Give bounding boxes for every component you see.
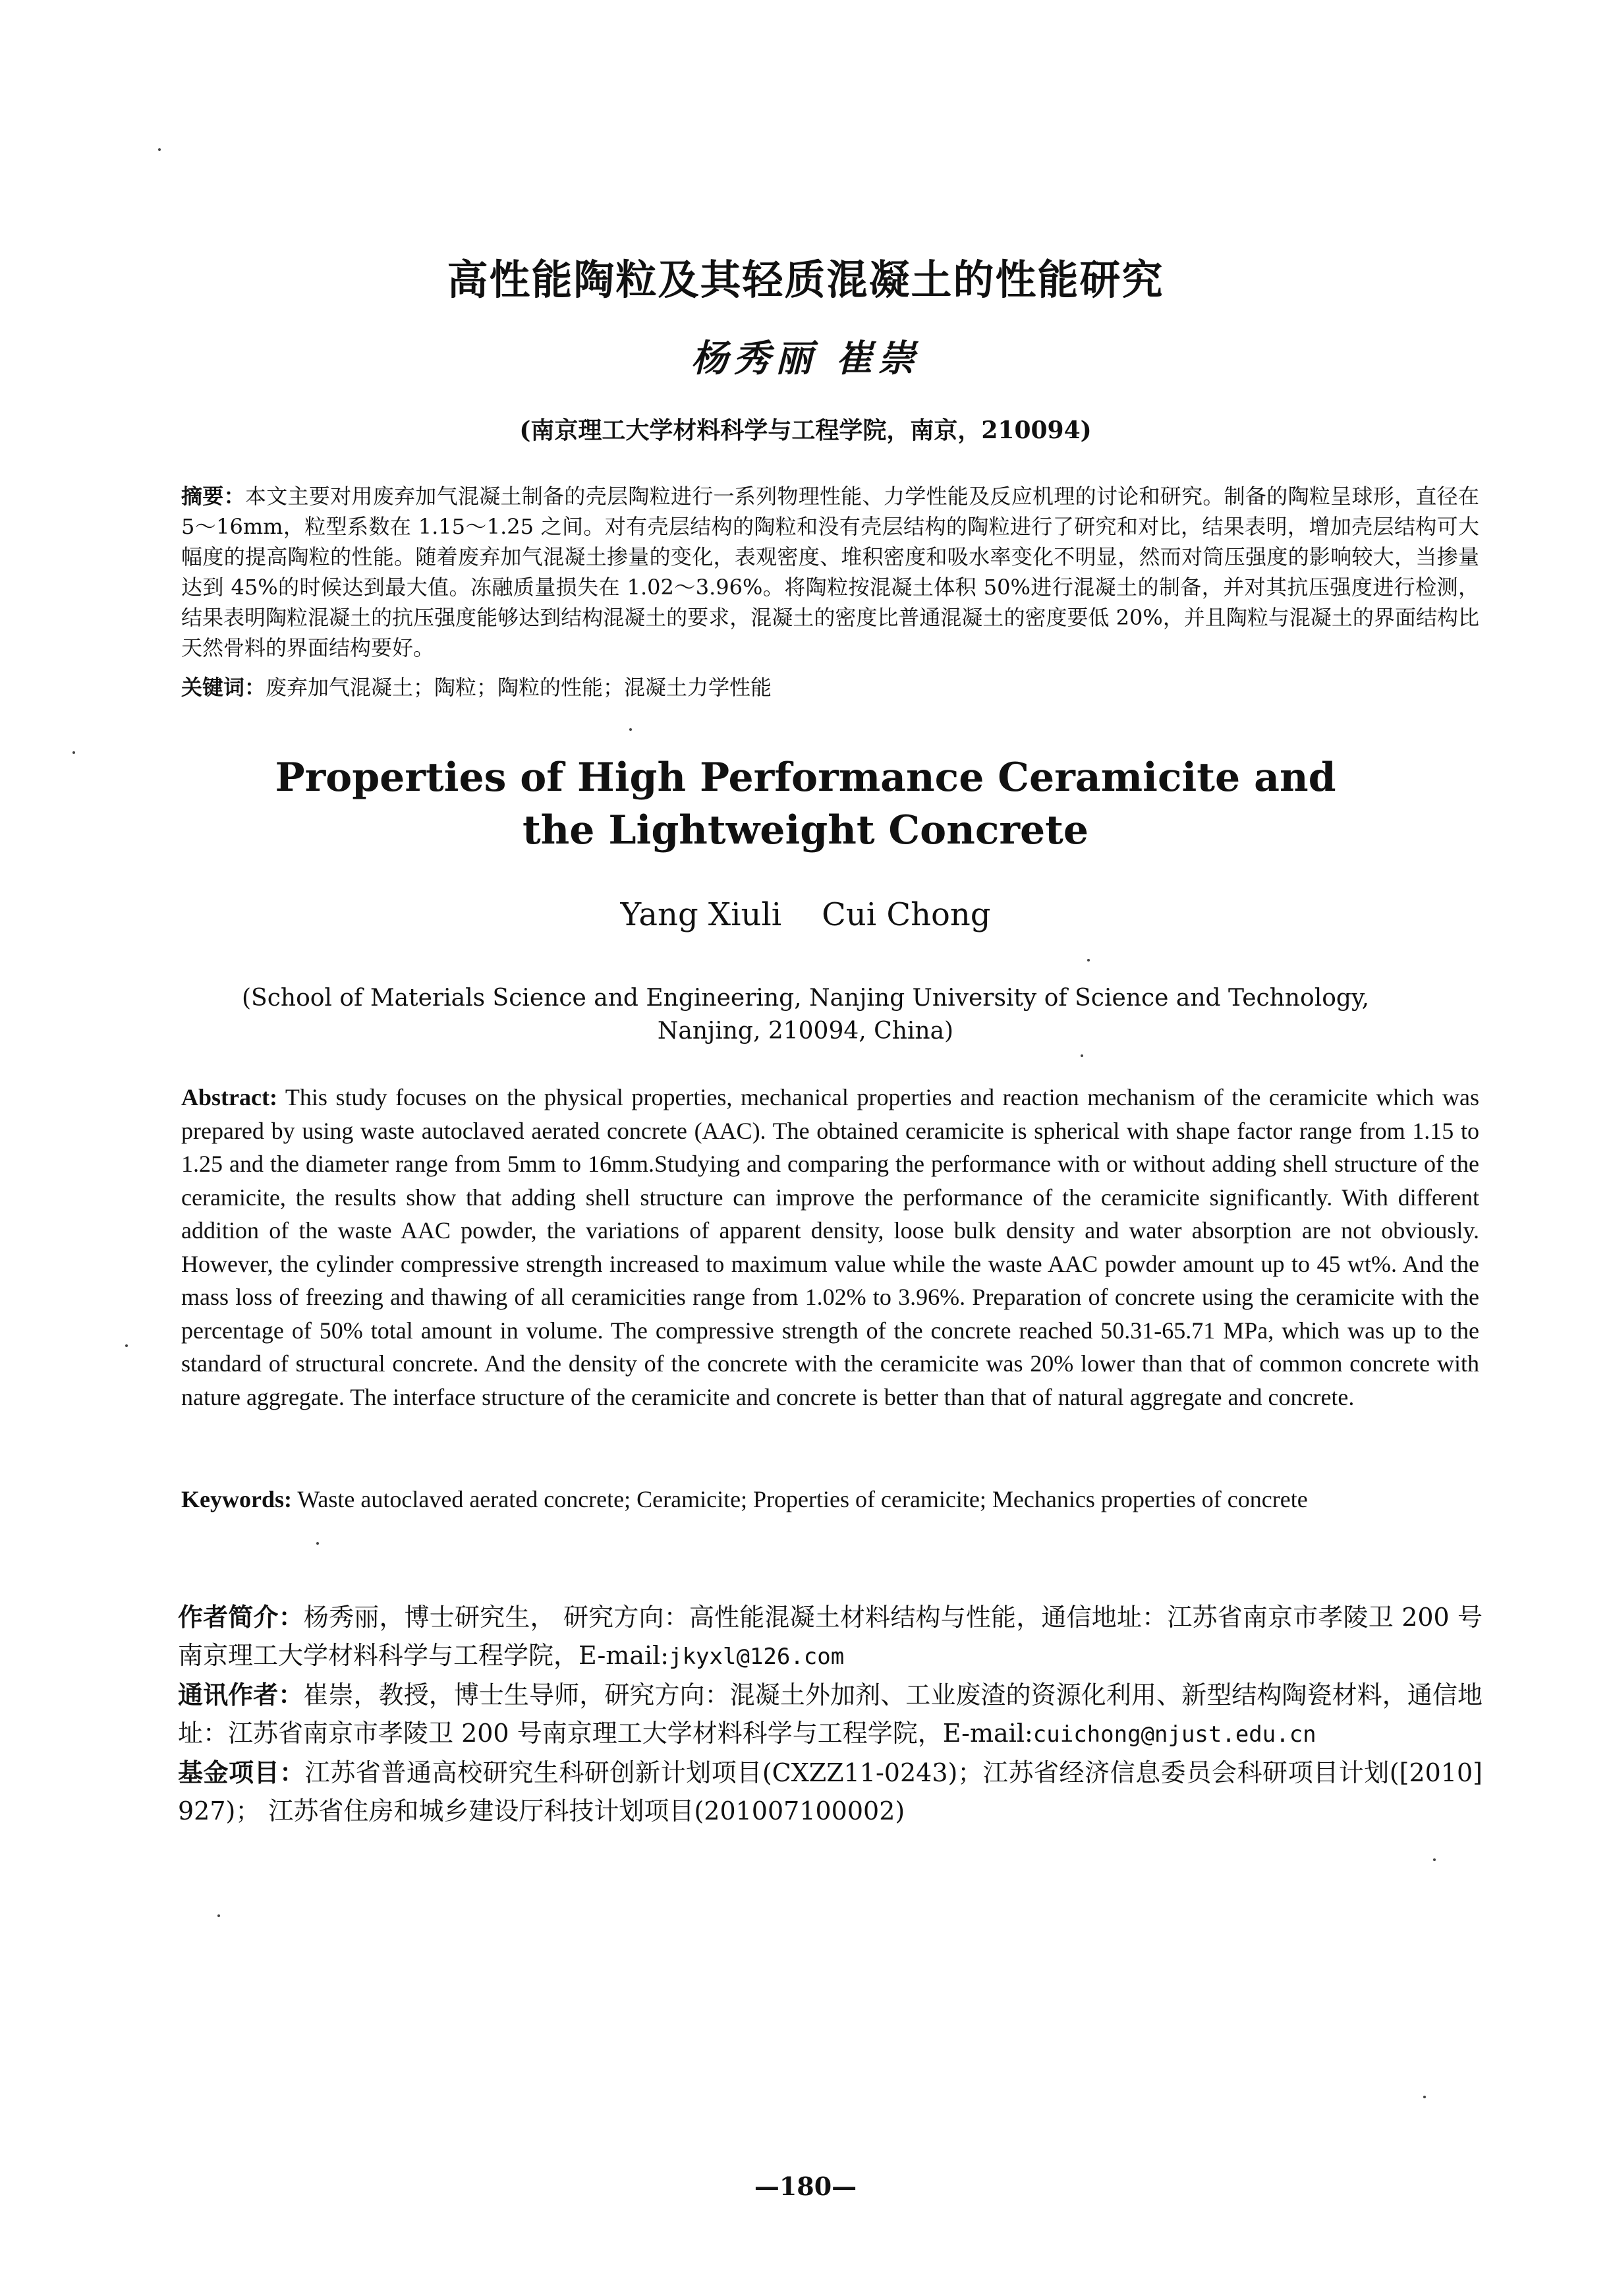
funding-text: 江苏省普通高校研究生科研创新计划项目(CXZZ11-0243)；江苏省经济信息委员会科研项目计划([2010] 927)； 江苏省住房和城乡建设厅科技计划项目(201007100002) (178, 1758, 1483, 1825)
english-abstract-label: Abstract: (181, 1084, 277, 1110)
english-title: Properties of High Performance Ceramicite and the Lightweight Concrete (275, 755, 1336, 853)
author-email[interactable]: jkyxl@126.com (669, 1644, 845, 1670)
scan-speck (1423, 2096, 1426, 2098)
scan-speck (316, 1542, 319, 1545)
chinese-keywords-text: 废弃加气混凝土；陶粒；陶粒的性能；混凝土力学性能 (266, 675, 772, 700)
corresponding-author-email[interactable]: cuichong@njust.edu.cn (1032, 1721, 1316, 1748)
funding (178, 1754, 1483, 1830)
scan-speck (1081, 1054, 1083, 1057)
corresponding-author-text: 崔崇，教授，博士生导师，研究方向：混凝土外加剂、工业废渣的资源化利用、新型结构陶瓷材料，通信地址：江苏省南京市孝陵卫 200 号南京理工大学材料科学与工程学院，E-mail: (178, 1680, 1483, 1748)
corresponding-author-label: 通讯作者： (178, 1680, 304, 1709)
scan-speck (1087, 959, 1090, 961)
english-keywords-text: Waste autoclaved aerated concrete; Ceramicite; Properties of ceramicite; Mechanics properties of concrete (291, 1486, 1308, 1512)
english-authors: Yang Xiuli Cui Chong (620, 896, 991, 933)
scan-speck (629, 728, 632, 731)
scan-speck (1433, 1858, 1436, 1861)
author-profile (178, 1598, 1483, 1676)
english-affiliation (0, 982, 1611, 1048)
english-abstract (181, 1081, 1479, 1414)
scan-speck (72, 751, 75, 754)
chinese-affiliation: (南京理工大学材料科学与工程学院，南京，210094) (519, 416, 1092, 444)
chinese-abstract-label: 摘要： (181, 484, 245, 509)
scan-speck (217, 1914, 220, 1917)
author-profile-label: 作者简介： (178, 1602, 304, 1632)
english-keywords-label: Keywords: (181, 1486, 292, 1512)
funding-label: 基金项目： (178, 1758, 305, 1787)
scan-speck (125, 1344, 128, 1347)
chinese-abstract (181, 481, 1479, 663)
chinese-title: 高性能陶粒及其轻质混凝土的性能研究 (447, 256, 1164, 304)
chinese-abstract-text: 本文主要对用废弃加气混凝土制备的壳层陶粒进行一系列物理性能、力学性能及反应机理的讨论和研究。制备的陶粒呈球形，直径在 5～16mm，粒型系数在 1.15～1.25 之间。对有壳层结构的陶粒和没有壳层结构的陶粒进行了研究和对比，结果表明，增加壳层结构可大幅度的提高陶粒的性能。随着废弃加气混凝土掺量的变化，表观密度、堆积密度和吸水率变化不明显，然而对筒压强度的影响较大，当掺量达到 45%的时候达到最大值。冻融质量损失在 1.02～3.96%。将陶粒按混凝土体积 50%进行混凝土的制备，并对其抗压强度进行检测，结果表明陶粒混凝土的抗压强度能够达到结构混凝土的要求，混凝土的密度比普通混凝土的密度要低 20%，并且陶粒与混凝土的界面结构比天然骨料的界面结构要好。 (181, 484, 1479, 660)
english-affiliation-line1: (School of Materials Science and Engineering, Nanjing University of Science and Technology, (242, 985, 1369, 1012)
scan-speck (158, 148, 161, 151)
chinese-keywords (181, 672, 1479, 703)
page-number: —180— (754, 2171, 857, 2201)
chinese-keywords-label: 关键词： (181, 675, 266, 700)
corresponding-author (178, 1676, 1483, 1754)
english-affiliation-line2: Nanjing, 210094, China) (657, 1018, 954, 1045)
footnotes (178, 1598, 1483, 1830)
chinese-authors: 杨秀丽 崔崇 (691, 337, 920, 380)
english-abstract-text: This study focuses on the physical properties, mechanical properties and reaction mechanism of the ceramicite which was prepared by using waste autoclaved aerated concrete (AAC). The obtained ceramicite is spherical with shape factor range from 1.15 to 1.25 and the diameter range from 5mm to 16mm.Studying and comparing the performance with or without adding shell structure of the ceramicite, the results show that adding shell structure can improve the performance of the ceramicite significantly. With different addition of the waste AAC powder, the variations of apparent density, loose bulk density and water absorption are not obviously. However, the cylinder compressive strength increased to maximum value while the waste AAC powder amount up to 45 wt%. And the mass loss of freezing and thawing of all ceramicities range from 1.02% to 3.96%. Preparation of concrete using the ceramicite with the percentage of 50% total amount in volume. The compressive strength of the concrete reached 50.31-65.71 MPa, which was up to the standard of structural concrete. And the density of the concrete with the ceramicite was 20% lower than that of common concrete with nature aggregate. The interface structure of the ceramicite and concrete is better than that of natural aggregate and concrete. (181, 1084, 1479, 1410)
author-profile-text: 杨秀丽，博士研究生， 研究方向：高性能混凝土材料结构与性能，通信地址：江苏省南京市孝陵卫 200 号南京理工大学材料科学与工程学院，E-mail: (178, 1603, 1483, 1670)
english-keywords (181, 1483, 1479, 1516)
